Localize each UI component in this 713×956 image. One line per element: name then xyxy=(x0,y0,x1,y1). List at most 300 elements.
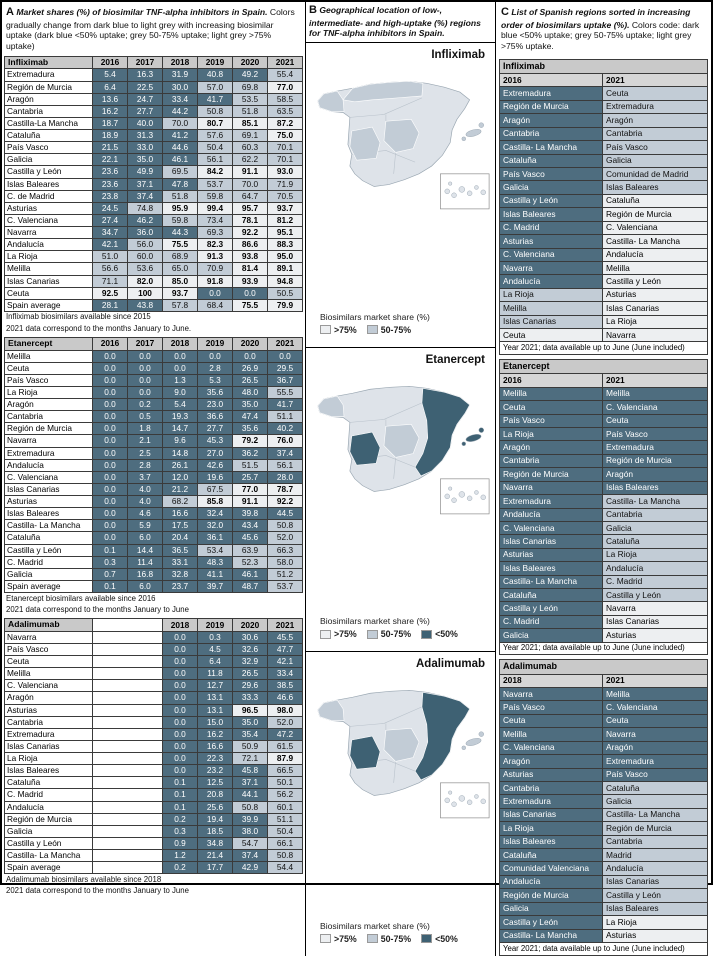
value-cell: 0.0 xyxy=(93,435,128,447)
adalimumab-ranking-section xyxy=(499,659,708,955)
value-cell: 6.4 xyxy=(93,81,128,93)
blank-cell xyxy=(93,668,163,680)
value-cell: 34.8 xyxy=(198,837,233,849)
ranking-row xyxy=(500,562,708,575)
ranking-row xyxy=(500,795,708,808)
region-cell-left: Navarra xyxy=(500,481,603,494)
region-cell-right: C. Valenciana xyxy=(603,401,708,414)
value-cell: 50.8 xyxy=(233,801,268,813)
value-cell: 100 xyxy=(128,287,163,299)
region-row xyxy=(5,275,303,287)
region-cell-right: Galicia xyxy=(603,795,708,808)
value-cell: 87.9 xyxy=(268,753,303,765)
value-cell: 21.4 xyxy=(198,850,233,862)
value-cell: 53.7 xyxy=(268,580,303,592)
region-row xyxy=(5,668,303,680)
value-cell: 80.7 xyxy=(198,117,233,129)
region-cell-left: Melilla xyxy=(500,728,603,741)
value-cell: 41.1 xyxy=(198,568,233,580)
adalimumab-ranking-table xyxy=(499,659,708,955)
value-cell: 47.8 xyxy=(163,178,198,190)
region-row xyxy=(5,483,303,495)
value-cell: 0.0 xyxy=(268,350,303,362)
region-row xyxy=(5,704,303,716)
value-cell: 14.8 xyxy=(163,447,198,459)
value-cell: 0.0 xyxy=(128,386,163,398)
value-cell: 70.5 xyxy=(268,190,303,202)
region-cell-left: Castilla y León xyxy=(500,916,603,929)
value-cell: 60.1 xyxy=(268,801,303,813)
region-cell-left: Islas Baleares xyxy=(500,835,603,848)
region-label: Andalucía xyxy=(5,239,93,251)
value-cell: 89.1 xyxy=(268,263,303,275)
value-cell: 0.1 xyxy=(163,789,198,801)
value-cell: 36.1 xyxy=(198,532,233,544)
table-footnote: 2021 data correspond to the months January to June. xyxy=(6,323,192,333)
value-cell: 32.6 xyxy=(233,643,268,655)
ranking-row xyxy=(500,615,708,628)
value-cell: 0.0 xyxy=(163,631,198,643)
value-cell: 5.9 xyxy=(128,520,163,532)
region-row xyxy=(5,801,303,813)
value-cell: 6.4 xyxy=(198,656,233,668)
region-row xyxy=(5,130,303,142)
value-cell: 60.3 xyxy=(233,142,268,154)
map-legend xyxy=(306,614,495,651)
legend-item xyxy=(421,629,458,639)
value-cell: 0.0 xyxy=(93,350,128,362)
region-cell-right: Andalucía xyxy=(603,562,708,575)
footer-row xyxy=(500,642,708,655)
ranking-row xyxy=(500,387,708,400)
region-cell-left: Asturias xyxy=(500,235,603,248)
value-cell: 37.1 xyxy=(233,777,268,789)
legend-label: 50-75% xyxy=(380,629,412,640)
value-cell: 23.6 xyxy=(93,178,128,190)
legend-label: <50% xyxy=(435,629,458,640)
value-cell: 14.4 xyxy=(128,544,163,556)
value-cell: 33.1 xyxy=(163,556,198,568)
value-cell: 92.2 xyxy=(268,496,303,508)
ranking-row xyxy=(500,916,708,929)
value-cell: 33.4 xyxy=(268,668,303,680)
region-row xyxy=(5,459,303,471)
region-cell-right: Castilla- La Mancha xyxy=(603,495,708,508)
value-cell: 5.4 xyxy=(163,399,198,411)
region-row xyxy=(5,239,303,251)
value-cell: 2.5 xyxy=(128,447,163,459)
value-cell: 0.0 xyxy=(93,459,128,471)
value-cell: 16.2 xyxy=(93,105,128,117)
legend-label: 50-75% xyxy=(380,324,412,335)
value-cell: 54.4 xyxy=(268,862,303,874)
value-cell: 77.0 xyxy=(268,81,303,93)
value-cell: 81.2 xyxy=(268,214,303,226)
canary-islands-inset xyxy=(440,783,489,818)
ranking-row xyxy=(500,875,708,888)
year-header: 2016 xyxy=(93,338,128,350)
value-cell: 52.0 xyxy=(268,532,303,544)
region-cell-right: Asturias xyxy=(603,629,708,642)
value-cell: 0.0 xyxy=(163,740,198,752)
region-cell-left: Melilla xyxy=(500,387,603,400)
region-label: Cataluña xyxy=(5,777,93,789)
year-header: 2017 xyxy=(128,56,163,68)
ranking-row xyxy=(500,468,708,481)
region-row xyxy=(5,435,303,447)
legend-label: <50% xyxy=(435,933,458,944)
region-label: C. Madrid xyxy=(5,556,93,568)
value-cell: 50.8 xyxy=(268,850,303,862)
region-cell-right: País Vasco xyxy=(603,141,708,154)
value-cell: 57.0 xyxy=(198,81,233,93)
region-label: Aragón xyxy=(5,399,93,411)
region-cell-right: Región de Murcia xyxy=(603,822,708,835)
value-cell: 44.5 xyxy=(268,508,303,520)
region-cell-left: Cantabria xyxy=(500,781,603,794)
value-cell: 75.5 xyxy=(163,239,198,251)
region-cell-left: Andalucía xyxy=(500,508,603,521)
region-row xyxy=(5,386,303,398)
panel-c-title-rest: Colors code: dark blue <50% uptake; grey 50-75% uptake; light grey >75% uptake. xyxy=(501,19,700,52)
value-cell: 40.0 xyxy=(128,117,163,129)
value-cell: 44.1 xyxy=(233,789,268,801)
region-row xyxy=(5,631,303,643)
region-cell-left: Castilla- La Mancha xyxy=(500,929,603,942)
region-row xyxy=(5,580,303,592)
value-cell: 21.5 xyxy=(93,142,128,154)
region-row xyxy=(5,214,303,226)
region-cell-left: C. Valenciana xyxy=(500,741,603,754)
value-cell: 61.5 xyxy=(268,740,303,752)
region-cell-left: Castilla- La Mancha xyxy=(500,141,603,154)
value-cell: 69.8 xyxy=(233,81,268,93)
value-cell: 70.0 xyxy=(163,117,198,129)
legend-items xyxy=(320,325,495,335)
etanercept-table xyxy=(4,337,303,593)
value-cell: 0.0 xyxy=(163,668,198,680)
region-cell-right: Asturias xyxy=(603,929,708,942)
value-cell: 31.3 xyxy=(128,130,163,142)
ranking-row xyxy=(500,548,708,561)
region-row xyxy=(5,178,303,190)
value-cell: 24.5 xyxy=(93,202,128,214)
blank-cell xyxy=(93,813,163,825)
year-header: 2018 xyxy=(163,619,198,631)
region-cell-right: Navarra xyxy=(603,329,708,342)
year-header: 2021 xyxy=(268,56,303,68)
region-cell-left: Galicia xyxy=(500,181,603,194)
value-cell: 51.0 xyxy=(93,251,128,263)
region-label: Melilla xyxy=(5,668,93,680)
value-cell: 0.0 xyxy=(163,656,198,668)
value-cell: 44.2 xyxy=(163,105,198,117)
value-cell: 16.3 xyxy=(128,69,163,81)
value-cell: 50.8 xyxy=(198,105,233,117)
value-cell: 56.6 xyxy=(93,263,128,275)
region-label: Cantabria xyxy=(5,105,93,117)
value-cell: 95.9 xyxy=(163,202,198,214)
value-cell: 84.2 xyxy=(198,166,233,178)
value-cell: 41.7 xyxy=(268,399,303,411)
value-cell: 48.7 xyxy=(233,580,268,592)
region-row xyxy=(5,544,303,556)
region-row xyxy=(5,299,303,311)
value-cell: 16.8 xyxy=(128,568,163,580)
value-cell: 71.1 xyxy=(93,275,128,287)
year-header: 2018 xyxy=(163,56,198,68)
value-cell: 32.9 xyxy=(233,656,268,668)
panel-a-title xyxy=(4,4,303,55)
value-cell: 0.0 xyxy=(163,716,198,728)
region-label: Castilla y León xyxy=(5,166,93,178)
value-cell: 23.2 xyxy=(198,765,233,777)
year-header: 2021 xyxy=(268,619,303,631)
region-row xyxy=(5,643,303,655)
value-cell: 0.0 xyxy=(93,399,128,411)
legend-item xyxy=(367,934,411,944)
value-cell: 2.8 xyxy=(198,362,233,374)
maps-container xyxy=(306,43,495,956)
ranking-row xyxy=(500,481,708,494)
region-cell-left: Navarra xyxy=(500,687,603,700)
value-cell: 35.6 xyxy=(233,423,268,435)
region-row xyxy=(5,69,303,81)
region-row xyxy=(5,251,303,263)
ranking-row xyxy=(500,315,708,328)
value-cell: 81.4 xyxy=(233,263,268,275)
value-cell: 95.1 xyxy=(268,227,303,239)
value-cell: 22.1 xyxy=(93,154,128,166)
region-row xyxy=(5,374,303,386)
region-cell-left: Extremadura xyxy=(500,795,603,808)
region-label: C. Valenciana xyxy=(5,471,93,483)
value-cell: 36.2 xyxy=(233,447,268,459)
ranking-row xyxy=(500,822,708,835)
panel-b-title-text: Geographical location of low-, intermediate- and high-uptake (%) regions for TNF-alpha inhibitors in Spain. xyxy=(309,5,481,39)
ranking-row xyxy=(500,508,708,521)
ranking-row xyxy=(500,441,708,454)
drug-band-label: Adalimumab xyxy=(500,660,708,674)
region-label: Spain average xyxy=(5,862,93,874)
region-cell-right: Islas Baleares xyxy=(603,902,708,915)
value-cell: 18.7 xyxy=(93,117,128,129)
map-block-etanercept xyxy=(306,347,495,652)
value-cell: 9.0 xyxy=(163,386,198,398)
value-cell: 59.8 xyxy=(163,214,198,226)
region-cell-left: Galicia xyxy=(500,629,603,642)
value-cell: 50.4 xyxy=(268,825,303,837)
value-cell: 91.1 xyxy=(233,496,268,508)
region-cell-right: Ceuta xyxy=(603,87,708,100)
value-cell: 0.0 xyxy=(198,287,233,299)
ranking-row xyxy=(500,521,708,534)
value-cell: 48.0 xyxy=(233,386,268,398)
value-cell: 0.2 xyxy=(128,399,163,411)
region-cell-right: Castilla y León xyxy=(603,889,708,902)
region-row xyxy=(5,728,303,740)
value-cell: 35.0 xyxy=(233,716,268,728)
legend-title: Biosimilars market share (%) xyxy=(320,616,430,627)
value-cell: 0.0 xyxy=(163,765,198,777)
region-row xyxy=(5,825,303,837)
region-label: Islas Canarias xyxy=(5,483,93,495)
value-cell: 0.0 xyxy=(163,350,198,362)
infliximab-table xyxy=(4,56,303,312)
region-cell-right: Comunidad de Madrid xyxy=(603,167,708,180)
map-block-adalimumab xyxy=(306,651,495,956)
value-cell: 18.9 xyxy=(93,130,128,142)
legend-swatch-m xyxy=(367,325,378,334)
value-cell: 45.3 xyxy=(198,435,233,447)
year-header: 2017 xyxy=(128,338,163,350)
value-cell: 26.1 xyxy=(163,459,198,471)
region-cell-left: Extremadura xyxy=(500,87,603,100)
region-row xyxy=(5,556,303,568)
blank-cell xyxy=(93,777,163,789)
region-label: C. Madrid xyxy=(5,789,93,801)
blank-cell xyxy=(93,765,163,777)
legend-swatch-m xyxy=(367,934,378,943)
map-title: Infliximab xyxy=(431,49,485,62)
value-cell: 45.5 xyxy=(268,631,303,643)
map-wrap xyxy=(306,348,495,518)
value-cell: 51.8 xyxy=(233,105,268,117)
value-cell: 1.3 xyxy=(163,374,198,386)
value-cell: 9.6 xyxy=(163,435,198,447)
infliximab-table-block xyxy=(4,56,303,334)
value-cell: 37.4 xyxy=(128,190,163,202)
legend-swatch-d xyxy=(421,630,432,639)
value-cell: 50.4 xyxy=(198,142,233,154)
region-row xyxy=(5,568,303,580)
etanercept-table-block xyxy=(4,337,303,615)
value-cell: 45.6 xyxy=(233,532,268,544)
region-cell-right: Galicia xyxy=(603,154,708,167)
value-cell: 74.8 xyxy=(128,202,163,214)
value-cell: 93.7 xyxy=(163,287,198,299)
region-row xyxy=(5,789,303,801)
value-cell: 56.0 xyxy=(128,239,163,251)
value-cell: 17.7 xyxy=(198,862,233,874)
value-cell: 6.0 xyxy=(128,532,163,544)
infliximab-ranking-table xyxy=(499,59,708,355)
value-cell: 19.4 xyxy=(198,813,233,825)
region-row xyxy=(5,471,303,483)
value-cell: 0.0 xyxy=(128,374,163,386)
value-cell: 63.9 xyxy=(233,544,268,556)
region-cell-right: Castilla- La Mancha xyxy=(603,808,708,821)
ranking-row xyxy=(500,454,708,467)
region-cell-right: Aragón xyxy=(603,114,708,127)
region-label: Navarra xyxy=(5,227,93,239)
market-share-tables xyxy=(4,56,303,897)
value-cell: 4.0 xyxy=(128,483,163,495)
panel-c xyxy=(496,2,711,956)
drug-band-row xyxy=(500,660,708,674)
region-row xyxy=(5,447,303,459)
region-cell-right: Ceuta xyxy=(603,714,708,727)
region-cell-left: La Rioja xyxy=(500,427,603,440)
value-cell: 75.5 xyxy=(233,299,268,311)
region-row xyxy=(5,105,303,117)
value-cell: 13.1 xyxy=(198,692,233,704)
value-cell: 23.7 xyxy=(163,580,198,592)
region-label: Melilla xyxy=(5,263,93,275)
region-row xyxy=(5,287,303,299)
value-cell: 12.7 xyxy=(198,680,233,692)
region-label: Navarra xyxy=(5,435,93,447)
value-cell: 57.6 xyxy=(198,130,233,142)
region-cell-left: Región de Murcia xyxy=(500,889,603,902)
ranking-row xyxy=(500,575,708,588)
value-cell: 0.0 xyxy=(93,423,128,435)
value-cell: 13.1 xyxy=(198,704,233,716)
value-cell: 12.0 xyxy=(163,471,198,483)
value-cell: 39.9 xyxy=(233,813,268,825)
region-row xyxy=(5,740,303,752)
region-label: Castilla-La Mancha xyxy=(5,117,93,129)
legend-label: >75% xyxy=(334,324,357,335)
value-cell: 29.6 xyxy=(233,680,268,692)
value-cell: 36.7 xyxy=(268,374,303,386)
region-cell-left: Islas Canarias xyxy=(500,315,603,328)
value-cell: 42.1 xyxy=(93,239,128,251)
panel-b-title xyxy=(306,2,495,43)
value-cell: 20.4 xyxy=(163,532,198,544)
value-cell: 73.4 xyxy=(198,214,233,226)
year-col-right: 2021 xyxy=(603,374,708,387)
legend-swatch-l xyxy=(320,325,331,334)
ranking-row xyxy=(500,768,708,781)
region-cell-right: Islas Baleares xyxy=(603,181,708,194)
value-cell: 45.8 xyxy=(233,765,268,777)
value-cell: 4.5 xyxy=(198,643,233,655)
etanercept-ranking-table xyxy=(499,359,708,655)
value-cell: 82.0 xyxy=(128,275,163,287)
value-cell: 5.3 xyxy=(198,374,233,386)
value-cell: 56.1 xyxy=(268,459,303,471)
spain-map-infliximab xyxy=(308,57,493,213)
value-cell: 70.1 xyxy=(268,154,303,166)
region-cell-right: C. Madrid xyxy=(603,575,708,588)
value-cell: 0.0 xyxy=(128,350,163,362)
value-cell: 15.0 xyxy=(198,716,233,728)
region-label: Extremadura xyxy=(5,69,93,81)
region-row xyxy=(5,81,303,93)
year-header: 2021 xyxy=(268,338,303,350)
region-row xyxy=(5,93,303,105)
region-label: Ceuta xyxy=(5,656,93,668)
year-header: 2016 xyxy=(93,56,128,68)
region-label: Spain average xyxy=(5,299,93,311)
region-cell-right: Ceuta xyxy=(603,414,708,427)
table-footnote: 2021 data correspond to the months January to June xyxy=(6,885,189,895)
region-cell-left: País Vasco xyxy=(500,414,603,427)
value-cell: 52.0 xyxy=(268,716,303,728)
value-cell: 0.0 xyxy=(128,362,163,374)
region-cell-right: Aragón xyxy=(603,468,708,481)
table-header-row xyxy=(5,338,303,350)
value-cell: 5.4 xyxy=(93,69,128,81)
value-cell: 49.2 xyxy=(233,69,268,81)
value-cell: 33.3 xyxy=(233,692,268,704)
value-cell: 32.0 xyxy=(198,520,233,532)
panel-b xyxy=(306,2,496,956)
value-cell: 79.2 xyxy=(233,435,268,447)
value-cell: 20.8 xyxy=(198,789,233,801)
value-cell: 0.0 xyxy=(93,483,128,495)
